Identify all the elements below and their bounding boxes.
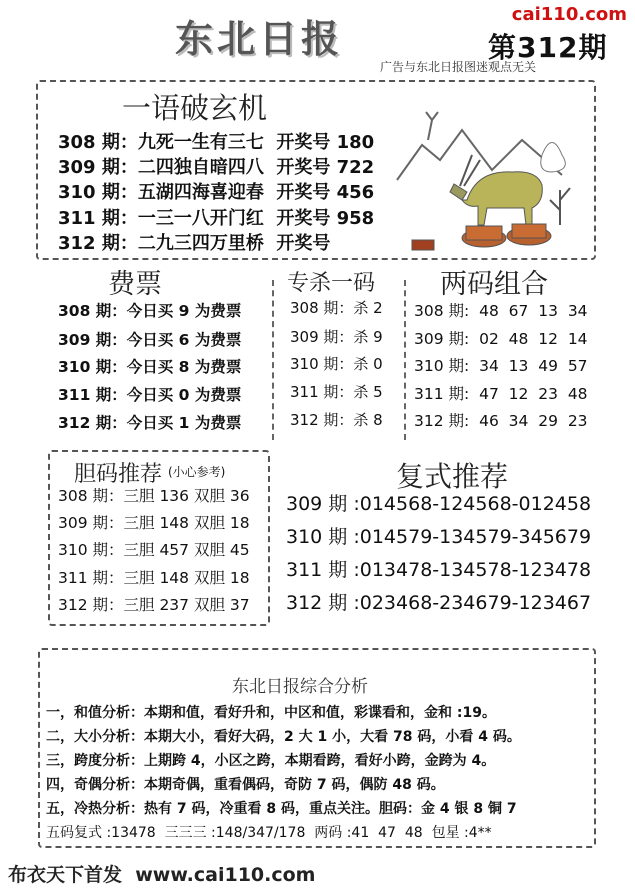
feipiao-row: 312 期：今日买 1 为费票 xyxy=(58,414,242,432)
fushi-row: 309 期 :014568-124568-012458 xyxy=(286,493,592,515)
liangma-row: 309 期: 02 48 12 14 xyxy=(414,330,588,348)
feipiao-row: 308 期：今日买 9 为费票 xyxy=(58,302,242,320)
site-watermark: cai110.com xyxy=(511,4,627,25)
fushi-row: 311 期 :013478-134578-123478 xyxy=(286,559,592,581)
danma-row: 310 期：三胆 457 双胆 45 xyxy=(58,541,250,559)
yiyu-row: 312 期：二九三四万里桥 开奖号 xyxy=(58,233,331,254)
goat-illustration xyxy=(392,100,588,260)
analysis-row: 一，和值分析：本期和值，看好升和，中区和值，彩谍看和，金和 :19。 xyxy=(46,705,496,721)
zhuansha-row: 309 期：杀 9 xyxy=(290,328,383,346)
zhuansha-row: 311 期：杀 5 xyxy=(290,383,383,401)
zhuansha-row: 308 期：杀 2 xyxy=(290,299,383,317)
fushi-row: 312 期 :023468-234679-123467 xyxy=(286,592,592,614)
zhuansha-row: 312 期：杀 8 xyxy=(290,411,383,429)
footer-text: 布衣天下首发 www.cai110.com xyxy=(8,864,316,886)
analysis-row: 四，奇偶分析：本期奇偶，重看偶码，奇防 7 码，偶防 48 码。 xyxy=(46,777,445,793)
analysis-title: 东北日报综合分析 xyxy=(232,677,368,697)
yiyu-row: 311 期：一三一八开门红 开奖号 958 xyxy=(58,208,375,229)
danma-note: (小心参考) xyxy=(168,465,226,479)
analysis-row: 二，大小分析：本期大小，看好大码，2 大 1 小，大看 78 码，小看 4 码。 xyxy=(46,729,521,745)
feipiao-row: 309 期：今日买 6 为费票 xyxy=(58,331,242,349)
liangma-row: 312 期: 46 34 29 23 xyxy=(414,412,588,430)
analysis-row: 五码复式 :13478 三三三 :148/347/178 两码 :41 47 48 包星 :4** xyxy=(46,825,492,841)
danma-row: 311 期：三胆 148 双胆 18 xyxy=(58,569,250,587)
analysis-row: 三，跨度分析：上期跨 4，小区之跨，本期看跨，看好小跨，金跨为 4。 xyxy=(46,753,496,769)
danma-row: 309 期：三胆 148 双胆 18 xyxy=(58,514,250,532)
fushi-title: 复式推荐 xyxy=(396,460,509,493)
divider xyxy=(272,280,274,440)
divider xyxy=(404,280,406,440)
fushi-row: 310 期 :014579-134579-345679 xyxy=(286,526,592,548)
yiyu-row: 309 期：二四独自暗四八 开奖号 722 xyxy=(58,157,375,178)
zhuansha-title: 专杀一码 xyxy=(287,271,376,296)
zhuansha-row: 310 期：杀 0 xyxy=(290,355,383,373)
feipiao-title: 费票 xyxy=(108,269,162,300)
liangma-row: 308 期: 48 67 13 34 xyxy=(414,302,588,320)
yiyu-row: 308 期：九死一生有三七 开奖号 180 xyxy=(58,132,375,153)
newspaper-title: 东北日报 xyxy=(175,16,344,61)
disclaimer: 广告与东北日报图迷观点无关 xyxy=(380,60,537,74)
danma-row: 312 期：三胆 237 双胆 37 xyxy=(58,596,250,614)
liangma-title: 两码组合 xyxy=(440,269,548,300)
yiyu-row: 310 期：五湖四海喜迎春 开奖号 456 xyxy=(58,182,375,203)
yiyu-title: 一语破玄机 xyxy=(122,91,268,125)
danma-title: 胆码推荐 xyxy=(74,462,163,487)
liangma-row: 311 期: 47 12 23 48 xyxy=(414,385,588,403)
analysis-row: 五，冷热分析：热有 7 码，冷重看 8 码，重点关注。胆码：金 4 银 8 铜 7 xyxy=(46,801,517,817)
danma-row: 308 期：三胆 136 双胆 36 xyxy=(58,487,250,505)
feipiao-row: 311 期：今日买 0 为费票 xyxy=(58,386,242,404)
feipiao-row: 310 期：今日买 8 为费票 xyxy=(58,358,242,376)
issue-number: 第312期 xyxy=(488,31,608,64)
liangma-row: 310 期: 34 13 49 57 xyxy=(414,357,588,375)
